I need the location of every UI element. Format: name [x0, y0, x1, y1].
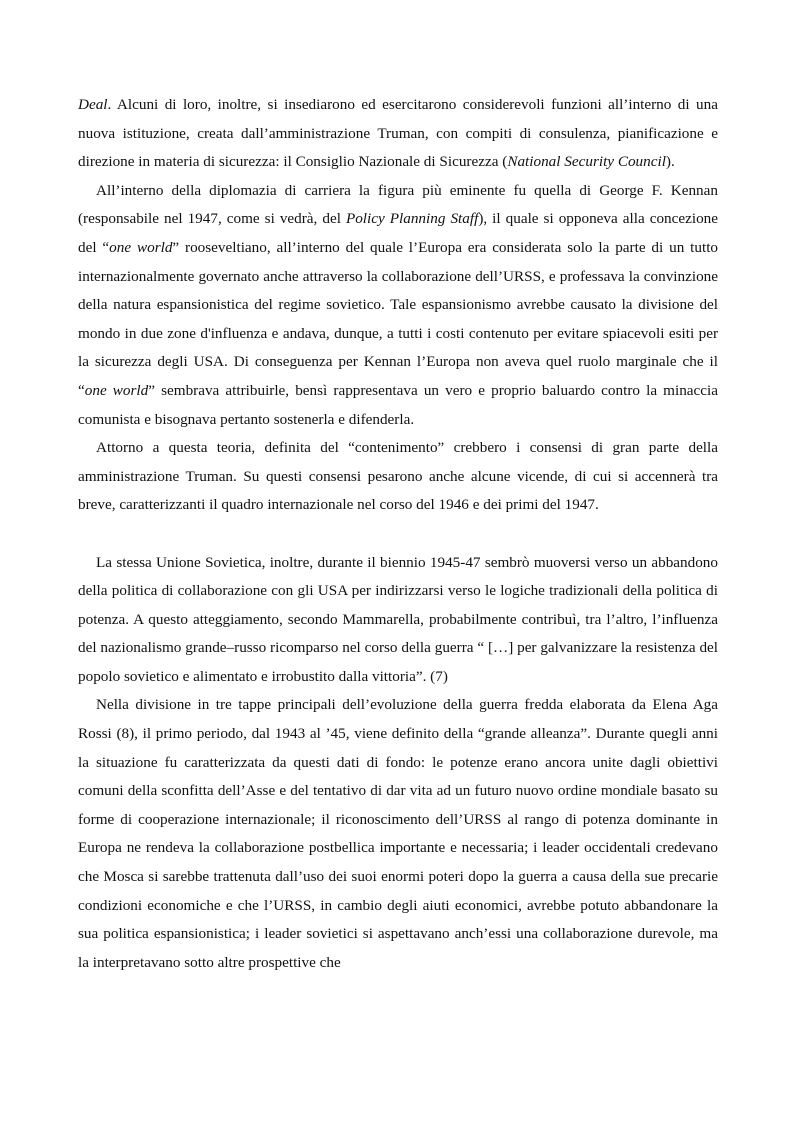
text-run: ), il quale si opponeva alla concezione del “ — [78, 210, 719, 256]
paragraph-gap — [78, 520, 718, 549]
text-run: ” sembrava attribuirle, bensì rappresentava un vero e proprio baluardo contro la minaccia comunista e bisognava pertanto sostenerla e difenderla. — [78, 381, 718, 428]
document-page — [78, 91, 718, 977]
text-run: . Alcuni di loro, inoltre, si insediarono ed esercitarono considerevoli funzioni all’interno di una nuova istituzione, creata dall’amministrazione Truman, con compiti di consulenza, pianificazione e direzione in materia di sicurezza: il Consiglio Nazionale di Sicurezza ( — [78, 96, 718, 171]
italic-text: National Security Council — [507, 153, 666, 171]
italic-text: Policy Planning Staff — [345, 210, 479, 228]
text-run: ). — [665, 153, 675, 171]
paragraph — [78, 91, 718, 177]
paragraph — [78, 549, 718, 692]
text-run: All’interno della diplomazia di carriera la figura più eminente fu quella di George F. Kennan (responsabile nel 1947, come si vedrà, del — [78, 181, 718, 228]
paragraph — [78, 177, 718, 434]
text-run: Attorno a questa teoria, definita del “contenimento” crebbero i consensi di gran parte della amministrazione Truman. Su questi consensi pesarono anche alcune vicende, di cui si accennerà tra breve, caratterizzanti il quadro internazionale nel corso del 1946 e dei primi del 1947. — [78, 439, 718, 514]
text-run: Nella divisione in tre tappe principali dell’evoluzione della guerra fredda elaborata da Elena Aga Rossi (8), il primo periodo, dal 1943 al ’45, viene definito della “grande alleanza”. Durante quegli anni la situazione fu caratterizzata da questi dati di fondo: le potenze erano ancora unite dagli obiettivi comuni della sconfitta dell’Asse e del tentativo di dar vita ad un futuro nuovo ordine mondiale basato su forme di cooperazione internazionale; il riconoscimento dell’URSS al rango di potenza dominante in Europa ne rendeva la collaborazione postbellica importante e necessaria; i leader occidentali credevano che Mosca si sarebbe trattenuta dall’uso dei suoi enormi poteri dopo la guerra a causa della sue precarie condizioni economiche e che l’URSS, in cambio degli aiuti economici, avrebbe potuto abbandonare la sua politica espansionistica; i leader sovietici si aspettavano anch’essi una collaborazione durevole, ma la interpretavano sotto altre prospettive che — [78, 696, 718, 971]
paragraph — [78, 691, 718, 977]
italic-text: one world — [84, 381, 149, 399]
text-run: ” rooseveltiano, all’interno del quale l’Europa era considerata solo la parte di un tutto internazionalmente governato anche attraverso la collaborazione dell’URSS, e professava la convinzione della natura espansionistica del regime sovietico. Tale espansionismo avrebbe causato la divisione del mondo in due zone d'influenza e andava, dunque, a tutti i costi contenuto per evitare spiacevoli esiti per la sicurezza degli USA. Di conseguenza per Kennan l’Europa non aveva quel ruolo marginale che il “ — [78, 238, 719, 399]
italic-text: Deal — [78, 96, 108, 113]
text-run: La stessa Unione Sovietica, inoltre, durante il biennio 1945-47 sembrò muoversi verso un abbandono della politica di collaborazione con gli USA per indirizzarsi verso le logiche tradizionali della politica di potenza. A questo atteggiamento, secondo Mammarella, probabilmente contribuì, tra l’altro, l’influenza del nazionalismo grande–russo ricomparso nel corso della guerra “ […] per galvanizzare la resistenza del popolo sovietico e alimentato e irrobustito dalla vittoria”. (7) — [78, 553, 718, 685]
paragraph — [78, 434, 718, 520]
italic-text: one world — [109, 238, 173, 256]
